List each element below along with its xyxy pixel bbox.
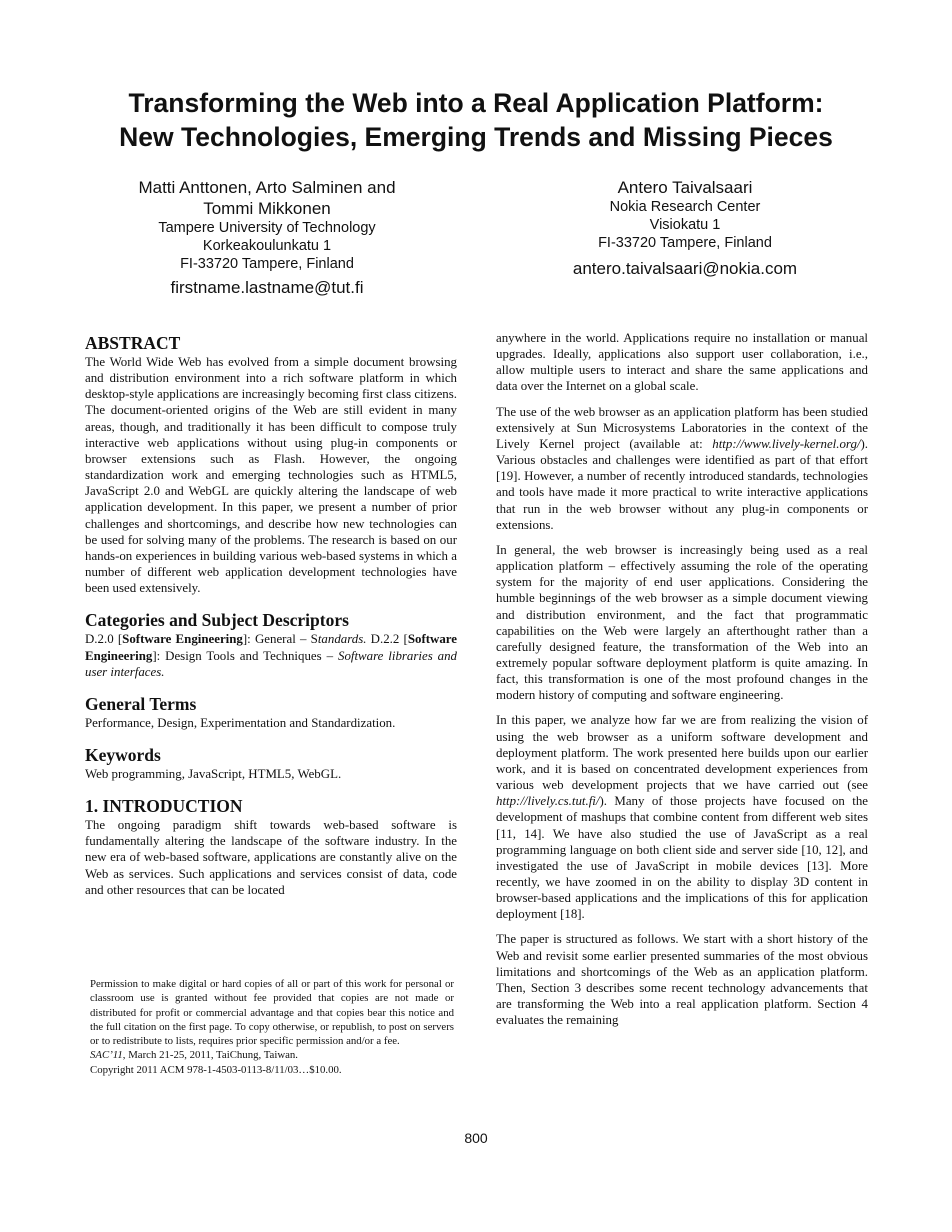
lively-kernel-link[interactable]: http://www.lively-kernel.org/ xyxy=(712,436,861,451)
lively-tut-link[interactable]: http://lively.cs.tut.fi/ xyxy=(496,794,600,809)
intro-paragraph-5: The paper is structured as follows. We start with a short history of the Web and revisit some earlier presented summaries of the most obvious limitations and shortcomings of the Web as an application platform. Then, Section 3 describes some recent technology advancements that are transforming the Web into a real application platform. Section 4 evaluates the remaining xyxy=(496,932,868,1028)
title-line-1: Transforming the Web into a Real Application Platform: xyxy=(128,88,824,118)
author-name: Antero Taivalsaari xyxy=(617,178,753,197)
page-number: 800 xyxy=(464,1130,488,1146)
author-block-left xyxy=(112,177,422,298)
introduction-heading: 1. INTRODUCTION xyxy=(85,796,243,817)
author-names-line-1: Matti Anttonen, Arto Salminen and xyxy=(138,178,396,197)
keywords-text: Web programming, JavaScript, HTML5, WebGL. xyxy=(85,766,342,781)
general-terms-text: Performance, Design, Experimentation and Standardization. xyxy=(85,715,396,730)
author-email: firstname.lastname@tut.fi xyxy=(170,278,364,297)
intro-paragraph-2: The use of the web browser as an application platform has been studied extensively at Sun Microsystems Laboratories in the context of the Lively Kernel project (available at: http://www.lively-kernel.org/). Various obstacles and challenges were identified as part of that effort [19]. However, a number of recently introduced standards, technologies and tools have made it more practical to write interactive applications that run in the web browser without any plug-in components or extensions. xyxy=(496,404,868,532)
keywords-heading: Keywords xyxy=(85,744,161,765)
intro-paragraph-1: The ongoing paradigm shift towards web-based software is fundamentally altering the landscape of the software industry. In the new era of web-based software, applications are constantly alive on the Web as services. Such applications and services consist of data, code and other resources that can be located xyxy=(85,818,457,897)
author-names-line-2: Tommi Mikkonen xyxy=(203,199,331,218)
affiliation-institution: Nokia Research Center xyxy=(609,199,761,215)
categories-text: D.2.0 [Software Engineering]: General – Standards. D.2.2 [Software Engineering]: Design Tools and Techniques – Software libraries and user interfaces. xyxy=(85,632,457,679)
affiliation-street: Korkeakoulunkatu 1 xyxy=(202,238,332,254)
intro-paragraph-3: In general, the web browser is increasingly being used as a real application platform – effectively assuming the role of the operating system for the majority of end user applications. Considering the humble beginnings of the web browser as a simple document viewing and distribution environment, and the fact that programmatic capabilities on the Web were largely an afterthought rather than a carefully designed feature, the transformation of the Web into an extremely popular software deployment platform is quite amazing. In fact, this transformation is one of the most profound changes in the modern history of computing and software engineering. xyxy=(496,542,868,703)
copyright-line: Copyright 2011 ACM 978-1-4503-0113-8/11/03…$10.00. xyxy=(90,1063,342,1076)
categories-heading: Categories and Subject Descriptors xyxy=(85,610,349,631)
left-column xyxy=(85,333,457,898)
affiliation-street: Visiokatu 1 xyxy=(649,217,721,233)
author-email: antero.taivalsaari@nokia.com xyxy=(572,259,798,278)
affiliation-city: FI-33720 Tampere, Finland xyxy=(598,235,772,251)
conference-info: SAC’11, March 21-25, 2011, TaiChung, Taiwan. xyxy=(90,1049,299,1062)
abstract-text: The World Wide Web has evolved from a simple document browsing and distribution environment into a rich software platform in which desktop-style applications are increasingly becoming first class citizens. The document-oriented origins of the Web are still evident in many areas, though, and traditionally it has been difficult to compose truly interactive web applications without using plug-in components or browser extensions such as Flash. However, the ongoing standardization work and emerging technologies such as HTML5, JavaScript 2.0 and WebGL are quickly altering the landscape of web application development. In this paper, we present a number of prior challenges and shortcomings, and describe how new technologies can be used for solving many of the problems. The research is based on our hands-on experiences in building various web-based systems in which a number of different web application development technologies have been used extensively. xyxy=(85,355,457,596)
right-column xyxy=(496,330,868,1028)
intro-paragraph-1-continued: anywhere in the world. Applications require no installation or manual upgrades. Ideally, applications also support user collaboration, i.e., allow multiple users to interact and share the same applications and data over the Internet on a global scale. xyxy=(496,331,868,394)
permission-text: Permission to make digital or hard copies of all or part of this work for personal or classroom use is granted without fee provided that copies are not made or distributed for profit or commercial advantage and that copies bear this notice and the full citation on the first page. To copy otherwise, or republish, to post on servers or to redistribute to lists, requires prior specific permission and/or a fee. xyxy=(90,978,454,1048)
affiliation-institution: Tampere University of Technology xyxy=(158,220,376,236)
author-block-right xyxy=(530,177,840,279)
paper-title xyxy=(60,86,892,154)
abstract-heading: ABSTRACT xyxy=(85,333,181,353)
affiliation-city: FI-33720 Tampere, Finland xyxy=(180,256,354,272)
title-line-2: New Technologies, Emerging Trends and Missing Pieces xyxy=(119,122,833,152)
permission-notice xyxy=(90,977,454,1077)
general-terms-heading: General Terms xyxy=(85,693,197,714)
intro-paragraph-4: In this paper, we analyze how far we are from realizing the vision of using the web browser as a uniform software development and deployment platform. The work presented here builds upon our earlier work, and it is based on concentrated development experiences from various web development projects that we have carried out (see http://lively.cs.tut.fi/). Many of those projects have focused on the development of mashups that combine content from different web sites [11, 14]. We have also studied the use of JavaScript as a real programming language on both client side and server side [10, 12], and investigated the use of JavaScript in mobile devices [13]. More recently, we have zoomed in on the ability to display 3D content in browser-based applications and the implications of this for application deployment [18]. xyxy=(496,713,868,922)
